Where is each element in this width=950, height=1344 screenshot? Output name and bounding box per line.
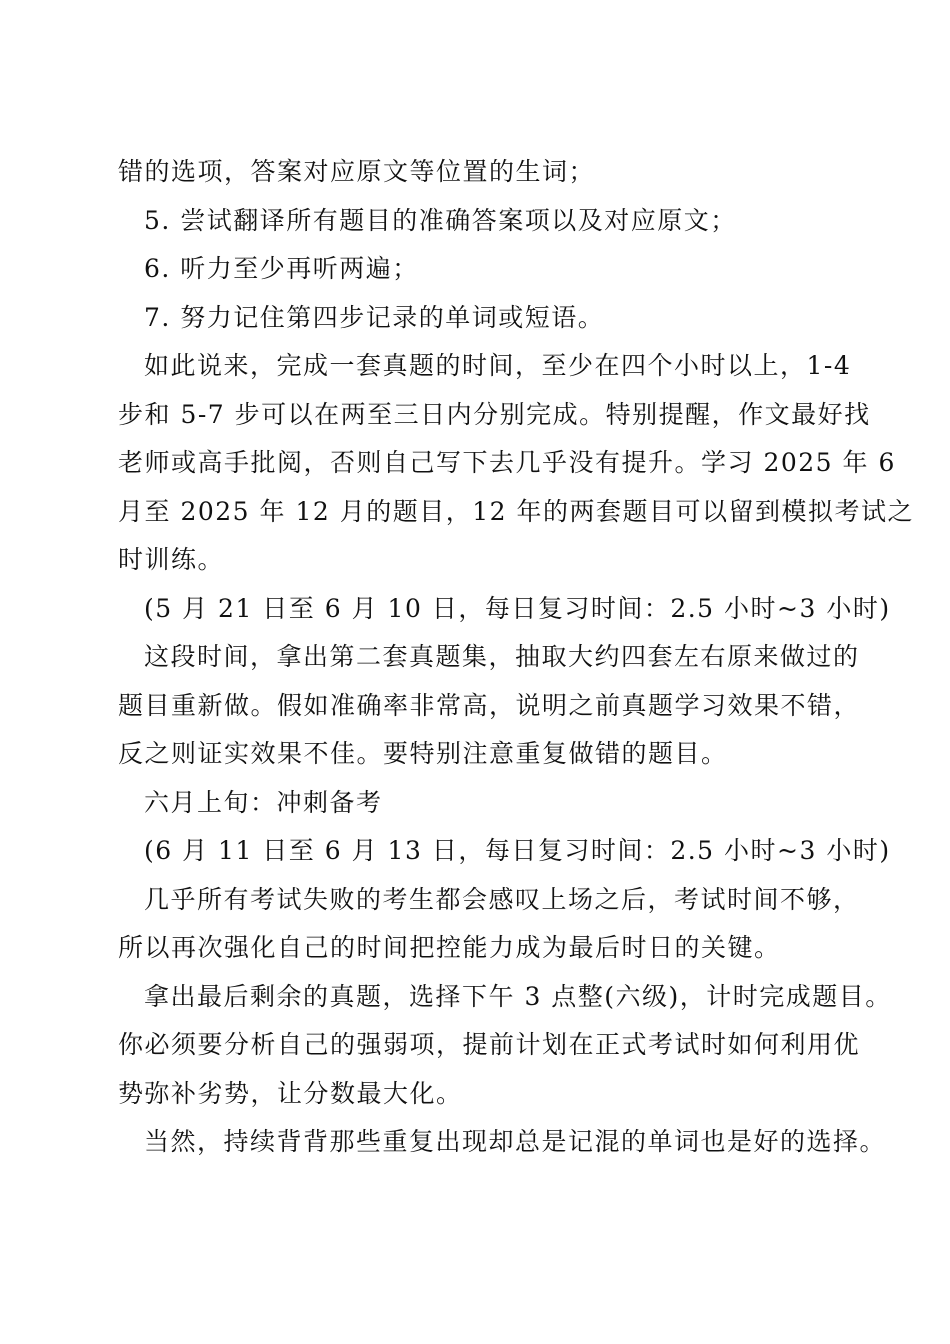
paragraph-line: 题目重新做。假如准确率非常高，说明之前真题学习效果不错， — [118, 690, 861, 720]
schedule-note: (6 月 11 日至 6 月 13 日，每日复习时间：2.5 小时~3 小时) — [144, 836, 891, 865]
paragraph-line: 几乎所有考试失败的考生都会感叹上场之后，考试时间不够， — [144, 884, 860, 914]
list-item-5: 5. 尝试翻译所有题目的准确答案项以及对应原文； — [144, 205, 737, 235]
paragraph-line: 当然，持续背背那些重复出现却总是记混的单词也是好的选择。 — [144, 1127, 887, 1156]
paragraph-line: 势弥补劣势，让分数最大化。 — [118, 1078, 463, 1108]
section-heading: 六月上旬：冲刺备考 — [144, 787, 383, 817]
paragraph-line: 这段时间，拿出第二套真题集，抽取大约四套左右原来做过的 — [144, 642, 860, 671]
paragraph-line: 老师或高手批阅，否则自己写下去几乎没有提升。学习 2025 年 6 — [118, 448, 896, 477]
paragraph-line: 步和 5-7 步可以在两至三日内分别完成。特别提醒，作文最好找 — [118, 399, 871, 429]
document-body — [118, 148, 914, 1167]
paragraph-line: 如此说来，完成一套真题的时间，至少在四个小时以上，1-4 — [144, 351, 852, 380]
schedule-note: (5 月 21 日至 6 月 10 日，每日复习时间：2.5 小时~3 小时) — [144, 593, 891, 623]
list-item-7: 7. 努力记住第四步记录的单词或短语。 — [144, 302, 605, 332]
paragraph-line: 反之则证实效果不佳。要特别注意重复做错的题目。 — [118, 739, 728, 768]
paragraph-line: 月至 2025 年 12 月的题目，12 年的两套题目可以留到模拟考试之 — [118, 496, 914, 526]
list-item-6: 6. 听力至少再听两遍； — [144, 254, 419, 283]
paragraph-line: 时训练。 — [118, 545, 225, 574]
text-line-1: 错的选项，答案对应原文等位置的生词； — [118, 157, 596, 186]
paragraph-line: 所以再次强化自己的时间把控能力成为最后时日的关键。 — [118, 933, 781, 962]
paragraph-line: 你必须要分析自己的强弱项，提前计划在正式考试时如何利用优 — [118, 1030, 861, 1059]
paragraph-line: 拿出最后剩余的真题，选择下午 3 点整(六级)，计时完成题目。 — [144, 981, 892, 1011]
